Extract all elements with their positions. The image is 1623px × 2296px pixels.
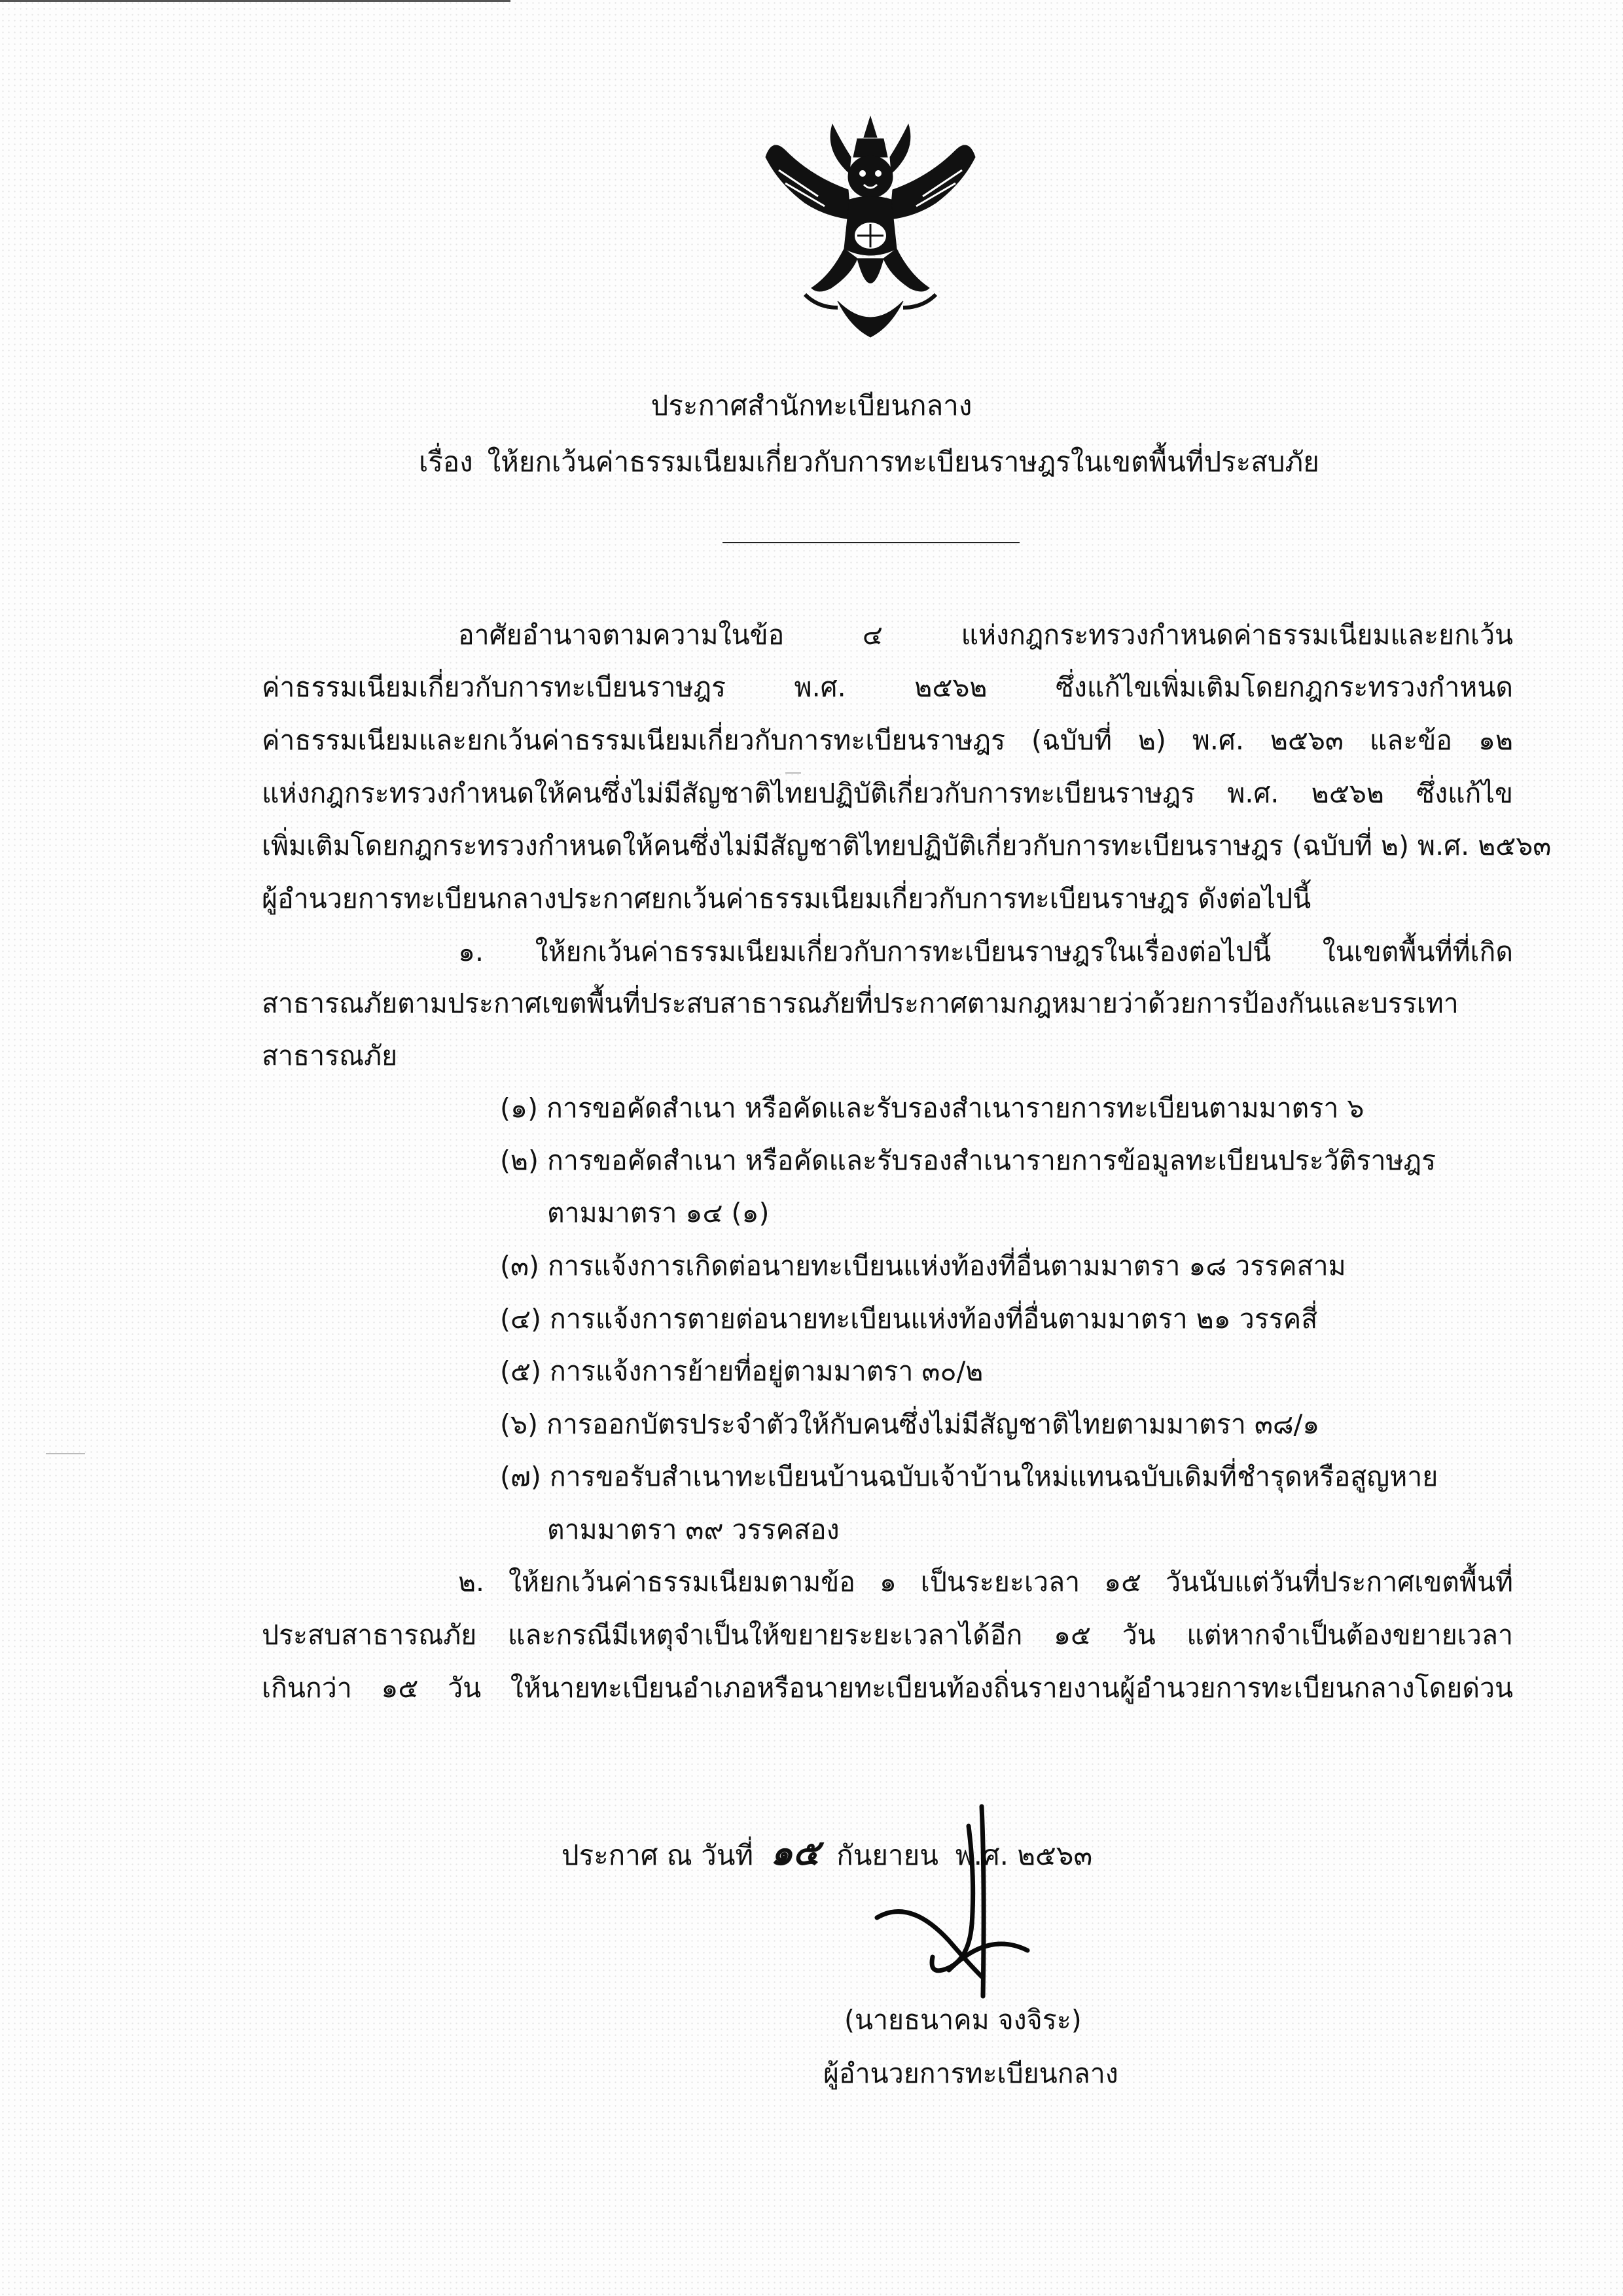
clause-line: สาธารณภัย [262, 1040, 398, 1071]
paragraph-line: เพิ่มเติมโดยกฎกระทรวงกำหนดให้คนซึ่งไม่มีสัญชาติไทยปฏิบัติเกี่ยวกับการทะเบียนราษฎร (ฉบับที่ ๒) พ.ศ. ๒๕๖๓ [262, 830, 1552, 861]
list-item: (๔) การแจ้งการตายต่อนายทะเบียนแห่งท้องที่อื่นตามมาตรา ๒๑ วรรคสี่ [500, 1303, 1318, 1335]
clause-line: เกินกว่า ๑๕ วัน ให้นายทะเบียนอำเภอหรือนายทะเบียนท้องถิ่นรายงานผู้อำนวยการทะเบียนกลางโดยด่วน [262, 1672, 1513, 1704]
list-item: (๒) การขอคัดสำเนา หรือคัดและรับรองสำเนารายการข้อมูลทะเบียนประวัติราษฎร [500, 1145, 1436, 1176]
paragraph-line: อาศัยอำนาจตามความในข้อ ๔ แห่งกฎกระทรวงกำหนดค่าธรรมเนียมและยกเว้น [458, 619, 1513, 651]
clause-line: สาธารณภัยตามประกาศเขตพื้นที่ประสบสาธารณภัยที่ประกาศตามกฎหมายว่าด้วยการป้องกันและบรรเทา [262, 988, 1459, 1019]
signature-icon [870, 1800, 1067, 2009]
paragraph-line: แห่งกฎกระทรวงกำหนดให้คนซึ่งไม่มีสัญชาติไทยปฏิบัติเกี่ยวกับการทะเบียนราษฎร พ.ศ. ๒๕๖๒ ซึ่งแก้ไข [262, 778, 1513, 809]
date-prefix: ประกาศ ณ วันที่ [562, 1839, 754, 1871]
list-item-continuation: ตามมาตรา ๑๔ (๑) [547, 1197, 770, 1229]
clause-line: ประสบสาธารณภัย และกรณีมีเหตุจำเป็นให้ขยายระยะเวลาได้อีก ๑๕ วัน แต่หากจำเป็นต้องขยายเวลา [262, 1619, 1513, 1651]
paragraph-line: ค่าธรรมเนียมและยกเว้นค่าธรรมเนียมเกี่ยวกับการทะเบียนราษฎร (ฉบับที่ ๒) พ.ศ. ๒๕๖๓ และข้อ ๑๒ [262, 725, 1513, 756]
date-day: ๑๕ [770, 1831, 820, 1873]
announcement-title: ประกาศสำนักทะเบียนกลาง [651, 389, 972, 422]
date-month: กันยายน [836, 1839, 938, 1871]
clause-line: ๑. ให้ยกเว้นค่าธรรมเนียมเกี่ยวกับการทะเบียนราษฎรในเรื่องต่อไปนี้ ในเขตพื้นที่ที่เกิด [458, 936, 1513, 967]
date-year: พ.ศ. ๒๕๖๓ [955, 1839, 1093, 1871]
title-divider [722, 542, 1020, 543]
list-item: (๓) การแจ้งการเกิดต่อนายทะเบียนแห่งท้องที่อื่นตามมาตรา ๑๘ วรรคสาม [500, 1250, 1346, 1282]
subject-line [419, 444, 1319, 480]
list-item: (๗) การขอรับสำเนาทะเบียนบ้านฉบับเจ้าบ้านใหม่แทนฉบับเดิมที่ชำรุดหรือสูญหาย [500, 1461, 1438, 1492]
paragraph-line: ผู้อำนวยการทะเบียนกลางประกาศยกเว้นค่าธรรมเนียมเกี่ยวกับการทะเบียนราษฎร ดังต่อไปนี้ [262, 883, 1311, 914]
garuda-emblem-icon [759, 111, 982, 340]
signer-name: (นายธนาคม จงจิระ) [844, 2004, 1082, 2036]
scan-edge [0, 0, 510, 2]
list-item: (๖) การออกบัตรประจำตัวให้กับคนซึ่งไม่มีสัญชาติไทยตามมาตรา ๓๘/๑ [500, 1408, 1320, 1440]
subject-text: ให้ยกเว้นค่าธรรมเนียมเกี่ยวกับการทะเบียนราษฎรในเขตพื้นที่ประสบภัย [487, 446, 1319, 478]
list-item: (๕) การแจ้งการย้ายที่อยู่ตามมาตรา ๓๐/๒ [500, 1355, 984, 1387]
list-item-continuation: ตามมาตรา ๓๙ วรรคสอง [547, 1514, 840, 1545]
scan-speck [785, 772, 801, 774]
clause-line: ๒. ให้ยกเว้นค่าธรรมเนียมตามข้อ ๑ เป็นระยะเวลา ๑๕ วันนับแต่วันที่ประกาศเขตพื้นที่ [458, 1566, 1513, 1598]
scan-speck [46, 1453, 85, 1454]
signer-position: ผู้อำนวยการทะเบียนกลาง [823, 2058, 1118, 2089]
list-item: (๑) การขอคัดสำเนา หรือคัดและรับรองสำเนารายการทะเบียนตามมาตรา ๖ [500, 1092, 1364, 1124]
subject-label: เรื่อง [419, 446, 473, 478]
paragraph-line: ค่าธรรมเนียมเกี่ยวกับการทะเบียนราษฎร พ.ศ. ๒๕๖๒ ซึ่งแก้ไขเพิ่มเติมโดยกฎกระทรวงกำหนด [262, 672, 1513, 703]
